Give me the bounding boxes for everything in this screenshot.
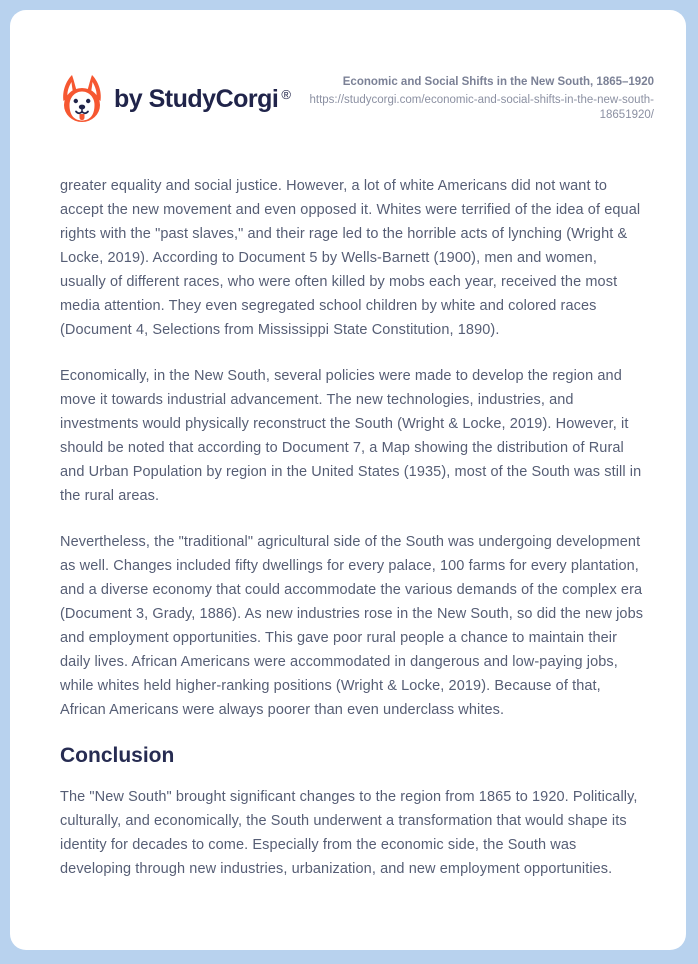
registered-trademark-symbol: ® xyxy=(281,86,291,102)
brand-wordmark-wrap xyxy=(114,85,291,114)
document-body xyxy=(10,124,686,881)
document-card xyxy=(10,10,686,950)
document-meta xyxy=(302,75,654,123)
conclusion-heading: Conclusion xyxy=(60,744,175,767)
conclusion-paragraph: The "New South" brought significant changes to the region from 1865 to 1920. Politically, culturally, and economically, the South underwent a transformation that would shape its identity for decades to come. Especially from the economic side, the South was developing through new industries, urbanization, and new employment opportunities. xyxy=(60,789,638,877)
document-header xyxy=(10,10,686,124)
document-url-link[interactable]: https://studycorgi.com/economic-and-social-shifts-in-the-new-south-18651920/ xyxy=(309,94,654,121)
brand-wordmark: by StudyCorgi xyxy=(114,84,279,113)
body-paragraph: Economically, in the New South, several policies were made to develop the region and move it towards industrial advancement. The new technologies, industries, and investments would physically reconstruct the South (Wright & Locke, 2019). However, it should be noted that according to Document 7, a Map showing the distribution of Rural and Urban Population by region in the United States (1935), most of the South was still in the rural areas. xyxy=(60,368,642,504)
body-paragraph: Nevertheless, the "traditional" agricultural side of the South was undergoing development as well. Changes included fifty dwellings for every palace, 100 farms for every plantation, and a diverse economy that could accommodate the various demands of the complex era (Document 3, Grady, 1886). As new industries rose in the New South, so did the new jobs and employment opportunities. This gave poor rural people a chance to maintain their daily lives. African Americans were accommodated in dangerous and low-paying jobs, while whites held higher-ranking positions (Wright & Locke, 2019). Because of that, African Americans were always poorer than even underclass whites. xyxy=(60,534,644,718)
body-paragraph: greater equality and social justice. However, a lot of white Americans did not want to accept the new movement and even opposed it. Whites were terrified of the idea of equal rights with the "past slaves," and their rage led to the horrible acts of lynching (Wright & Locke, 2019). According to Document 5 by Wells-Barnett (1900), men and women, usually of different races, who were often killed by mobs each year, received the most media attention. They even segregated school children by white and colored races (Document 4, Selections from Mississippi State Constitution, 1890). xyxy=(60,178,641,338)
corgi-logo-icon xyxy=(60,74,104,124)
document-title: Economic and Social Shifts in the New South, 1865–1920 xyxy=(342,76,654,88)
studycorgi-brand[interactable] xyxy=(60,74,291,124)
